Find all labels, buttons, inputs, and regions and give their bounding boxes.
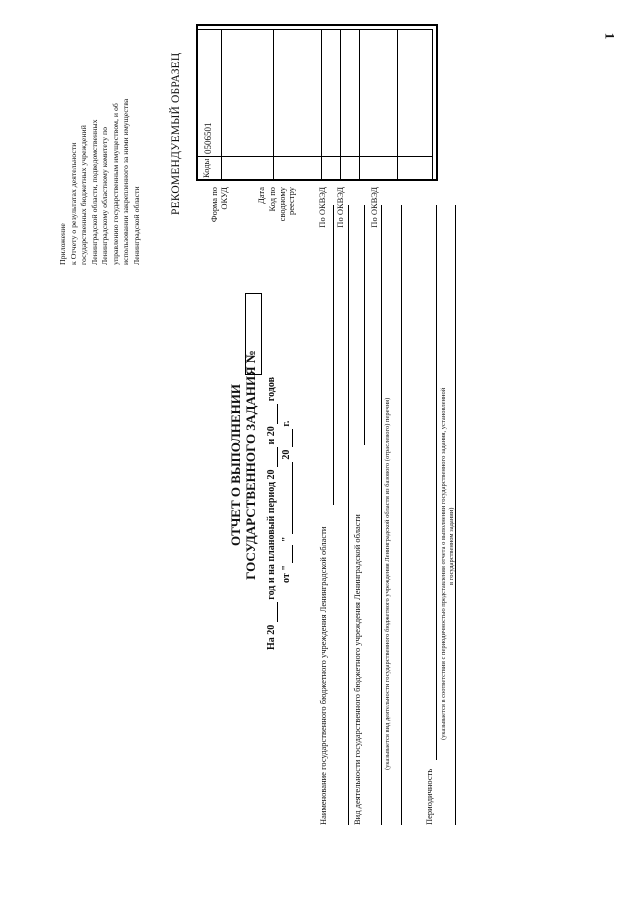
activity-line-3[interactable] [401, 205, 402, 825]
institution-name-line-2[interactable] [348, 205, 349, 825]
periodicity-line-2[interactable] [455, 205, 456, 825]
activity-type-label: Вид деятельности государственного бюджетного учреждения Ленинградской области [352, 514, 362, 825]
registry-label: Код по сводному реестру [267, 187, 296, 222]
appendix-line: Ленинградскому областному комитету по [100, 126, 109, 265]
ot-label: от " [281, 565, 292, 583]
year-blank[interactable] [266, 602, 278, 622]
title-line-1: ОТЧЕТ О ВЫПОЛНЕНИИ [228, 383, 243, 547]
na-label: На 20 [266, 624, 277, 650]
quote-label: " [281, 536, 292, 543]
appendix-line: Ленинградской области, подведомственных [89, 119, 99, 265]
and-label: и 20 [266, 426, 277, 445]
okved-label-2: По ОКВЭД [335, 187, 345, 228]
y20-label: 20 [281, 449, 292, 460]
codes-table [197, 29, 433, 180]
plan-year-1-blank[interactable] [266, 447, 278, 467]
recommended-sample-stamp: РЕКОМЕНДУЕМЫЙ ОБРАЗЕЦ [170, 52, 182, 215]
month-blank[interactable] [281, 462, 293, 534]
g-label: г. [281, 420, 292, 427]
activity-type-line-2[interactable] [381, 205, 382, 825]
appendix-line: Ленинградской области [131, 186, 141, 265]
appendix-line: управлению государственным имуществом, и об [110, 103, 120, 265]
appendix-line: государственных бюджетных учреждений [79, 125, 88, 265]
years-label: годов [266, 377, 277, 402]
day-blank[interactable] [281, 545, 293, 563]
periodicity-line[interactable] [436, 205, 437, 760]
plan-year-2-blank[interactable] [266, 404, 278, 424]
codes-header: Коды [201, 158, 211, 178]
institution-name-label: Наименование государственного бюджетного учреждения Ленинградской области [318, 526, 328, 825]
okved-label-1: По ОКВЭД [317, 187, 327, 228]
okud-label: Форма по ОКУД [209, 187, 229, 223]
appendix-line: к Отчету о результатах деятельности [68, 142, 78, 265]
periodicity-label: Периодичность [424, 768, 434, 825]
year-text: год и на плановый период 20 [266, 469, 277, 600]
title-line-2: ГОСУДАРСТВЕННОГО ЗАДАНИЯ № [243, 350, 258, 580]
periodicity-note-1: (указывается в соответствии с периодичностью представления отчета о выполнении государственного задания, установленной [440, 387, 447, 740]
appendix-line: использовании закрепленного за ними имущества [121, 98, 130, 265]
date-code-label: Дата [256, 187, 266, 204]
page-number: 1 [602, 32, 618, 40]
periodicity-note-2: в государственном задании) [448, 507, 455, 585]
period-line [266, 377, 278, 650]
institution-name-line[interactable] [333, 205, 334, 505]
okved-label-3: По ОКВЭД [369, 187, 379, 228]
date-year-blank[interactable] [281, 429, 293, 447]
appendix-line: Приложение [58, 223, 67, 265]
appendix-note [58, 15, 142, 265]
activity-type-line[interactable] [364, 205, 365, 445]
okud-code-value: 0506501 [203, 122, 213, 154]
date-line [281, 421, 293, 583]
assignment-number-box[interactable] [245, 293, 262, 375]
activity-note: (указывается вид деятельности государственного бюджетного учреждения Ленинградской области из базового (отраслевого) перечня) [384, 397, 391, 770]
